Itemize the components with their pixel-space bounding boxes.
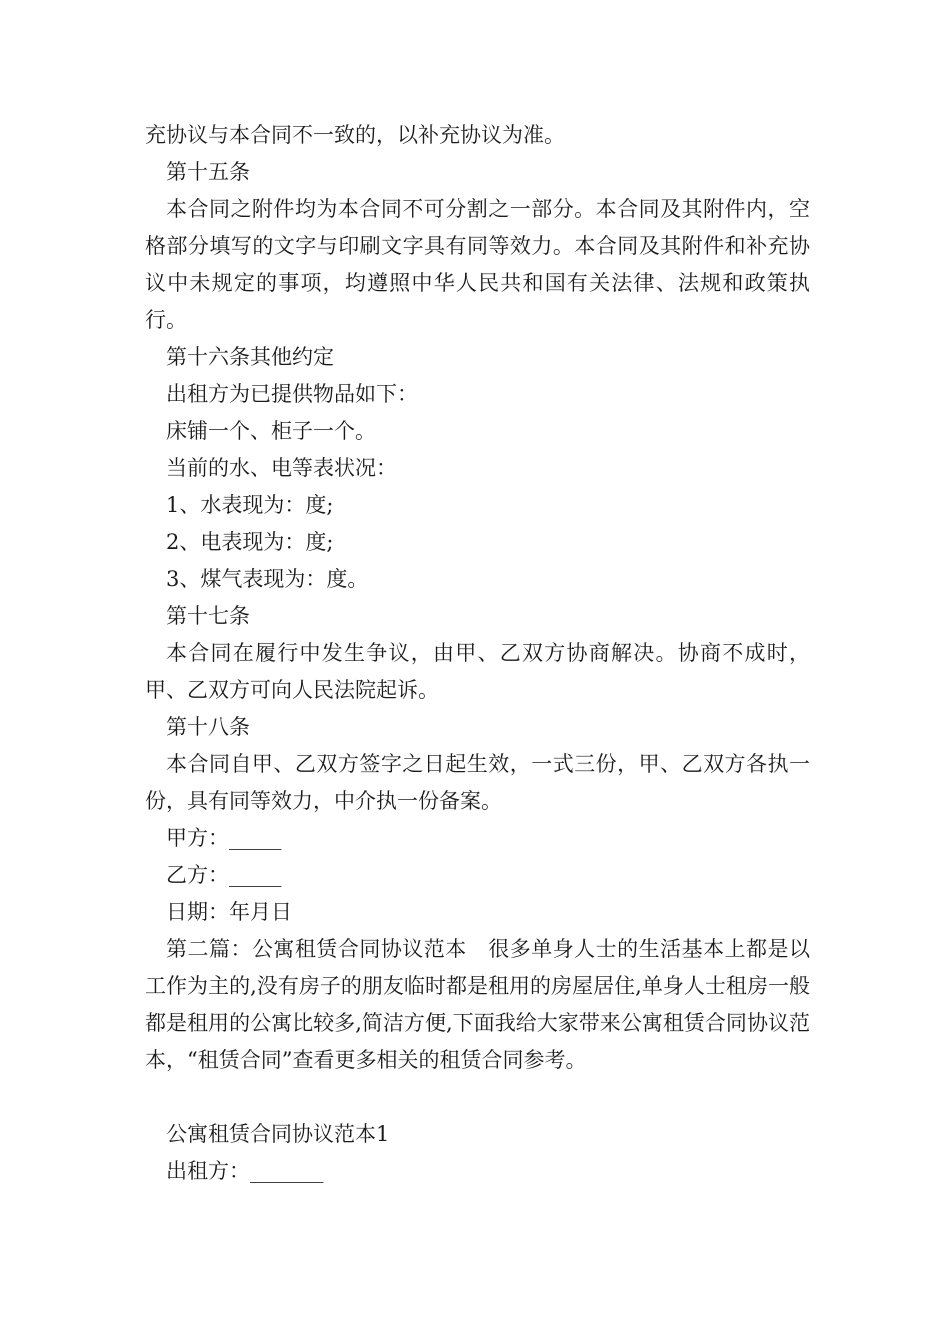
sample-title: 公寓租赁合同协议范本1 [166, 1122, 390, 1146]
provided-items-list: 床铺一个、柜子一个。 [166, 419, 376, 443]
meter-status-intro: 当前的水、电等表状况： [166, 456, 397, 480]
party-b-signature: 乙方：_____ [166, 863, 282, 887]
document-body [145, 117, 810, 1190]
article-18-heading: 第十八条 [166, 715, 250, 739]
electric-meter-line: 2、电表现为：度; [166, 530, 334, 554]
article-16-heading: 第十六条其他约定 [166, 345, 334, 369]
blank-gap [145, 1079, 810, 1116]
article-17-paragraph: 本合同在履行中发生争议，由甲、乙双方协商解决。协商不成时，甲、乙双方可向人民法院起诉。 [145, 641, 810, 702]
text-line-1: 充协议与本合同不一致的，以补充协议为准。 [145, 123, 565, 147]
article-17-heading: 第十七条 [166, 604, 250, 628]
gas-meter-line: 3、煤气表现为：度。 [166, 567, 369, 591]
provided-items-intro: 出租方为已提供物品如下： [166, 382, 418, 406]
party-a-signature: 甲方：_____ [166, 826, 282, 850]
date-line: 日期：年月日 [166, 900, 292, 924]
lessor-line: 出租方：_______ [166, 1159, 324, 1183]
article-18-paragraph: 本合同自甲、乙双方签字之日起生效，一式三份，甲、乙双方各执一份，具有同等效力，中介执一份备案。 [145, 752, 810, 813]
part-two-intro-paragraph: 第二篇：公寓租赁合同协议范本 很多单身人士的生活基本上都是以工作为主的,没有房子的朋友临时都是租用的房屋居住,单身人士租房一般都是租用的公寓比较多,简洁方便,下面我给大家带来公寓租赁合同协议范本，“租赁合同”查看更多相关的租赁合同参考。 [145, 937, 810, 1072]
water-meter-line: 1、水表现为：度; [166, 493, 334, 517]
article-15-heading: 第十五条 [166, 160, 250, 184]
article-15-paragraph: 本合同之附件均为本合同不可分割之一部分。本合同及其附件内，空格部分填写的文字与印刷文字具有同等效力。本合同及其附件和补充协议中未规定的事项，均遵照中华人民共和国有关法律、法规和政策执行。 [145, 197, 810, 332]
